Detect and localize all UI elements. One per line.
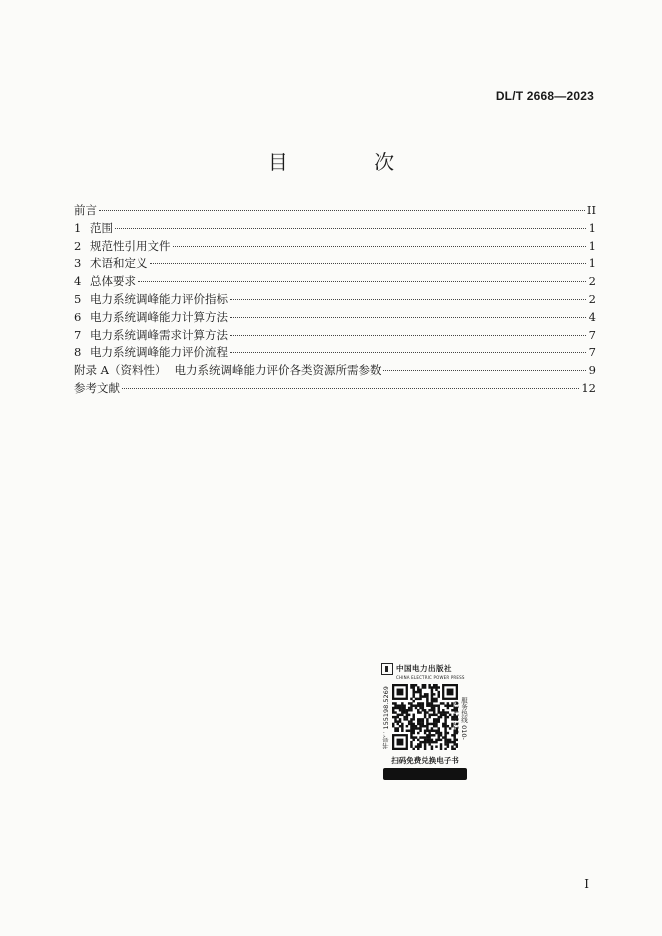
qr-area <box>381 682 469 754</box>
service-phone: 服务热线 010-63412323 <box>452 696 468 740</box>
toc-entry-title: 电力系统调峰需求计算方法 <box>90 327 228 342</box>
toc-leader-dots <box>230 352 586 353</box>
toc-entry-number: 5 <box>74 291 82 306</box>
toc-entry-page: 7 <box>588 345 596 360</box>
toc-leader-dots <box>230 335 586 336</box>
toc-entry-number: 1 <box>74 220 82 235</box>
toc-leader-dots <box>122 388 579 389</box>
publisher-logo-icon <box>381 663 393 675</box>
toc-entry-number: 2 <box>74 238 82 253</box>
toc-title: 目 次 <box>267 150 435 174</box>
toc-entry[interactable] <box>74 327 596 345</box>
toc-entry-number: 3 <box>74 256 82 271</box>
toc-entry-title: 参考文献 <box>74 380 120 395</box>
toc-entry-page: 2 <box>588 291 596 306</box>
toc-entry-title: 电力系统调峰能力评价各类资源所需参数 <box>174 363 382 378</box>
toc-leader-dots <box>230 317 586 318</box>
toc-entry-title: 前言 <box>74 203 97 217</box>
qr-caption: 扫码免费兑换电子书 <box>391 756 459 765</box>
toc-leader-dots <box>99 210 585 211</box>
toc-entry-page: 9 <box>588 363 596 378</box>
toc-entry[interactable] <box>74 220 596 238</box>
toc-entry-number: 附录 A（资料性） <box>74 363 167 378</box>
toc-entry-title: 电力系统调峰能力计算方法 <box>90 309 228 324</box>
toc-entry[interactable] <box>74 291 596 309</box>
toc-entry-number: 7 <box>74 327 82 342</box>
toc-entry-page: 1 <box>588 220 596 235</box>
toc-leader-dots <box>138 281 586 282</box>
toc-leader-dots <box>383 370 586 371</box>
toc-entry-number: 6 <box>74 309 82 324</box>
toc-entry-title: 总体要求 <box>90 274 136 289</box>
standard-code: DL/T 2668—2023 <box>495 89 594 103</box>
toc-entry-number: 4 <box>74 274 82 289</box>
toc-entry[interactable] <box>74 344 596 362</box>
toc-entry[interactable] <box>74 238 596 256</box>
toc-entry[interactable] <box>74 309 596 327</box>
table-of-contents <box>74 202 596 398</box>
toc-entry-page: 4 <box>588 309 596 324</box>
page-number: I <box>584 877 589 891</box>
toc-entry[interactable] <box>74 273 596 291</box>
qr-code-graphic <box>392 684 458 750</box>
toc-entry-page: 1 <box>588 256 596 271</box>
qr-code-icon[interactable] <box>392 684 458 750</box>
book-number: 书号：155198.5269 <box>382 686 390 750</box>
redacted-code <box>383 768 467 780</box>
publisher-block <box>381 661 469 780</box>
toc-entry[interactable] <box>74 202 596 220</box>
toc-entry-title: 术语和定义 <box>90 256 148 271</box>
toc-leader-dots <box>230 299 586 300</box>
toc-entry-page: 2 <box>588 274 596 289</box>
toc-entry[interactable] <box>74 380 596 398</box>
publisher-name: 中国电力出版社 <box>396 664 452 673</box>
toc-entry-page: II <box>586 203 596 217</box>
toc-entry-page: 1 <box>588 238 596 253</box>
toc-entry-title: 规范性引用文件 <box>90 238 171 253</box>
publisher-name-en: CHINA ELECTRIC POWER PRESS <box>396 675 465 680</box>
toc-entry-title: 电力系统调峰能力评价指标 <box>90 291 228 306</box>
toc-entry[interactable] <box>74 362 596 380</box>
toc-leader-dots <box>173 246 587 247</box>
toc-entry-title: 电力系统调峰能力评价流程 <box>90 345 228 360</box>
toc-entry-number: 8 <box>74 345 82 360</box>
toc-entry[interactable] <box>74 255 596 273</box>
toc-leader-dots <box>115 228 586 229</box>
toc-entry-page: 12 <box>581 380 596 395</box>
toc-entry-title: 范围 <box>90 220 113 235</box>
toc-entry-page: 7 <box>588 327 596 342</box>
toc-leader-dots <box>150 263 587 264</box>
